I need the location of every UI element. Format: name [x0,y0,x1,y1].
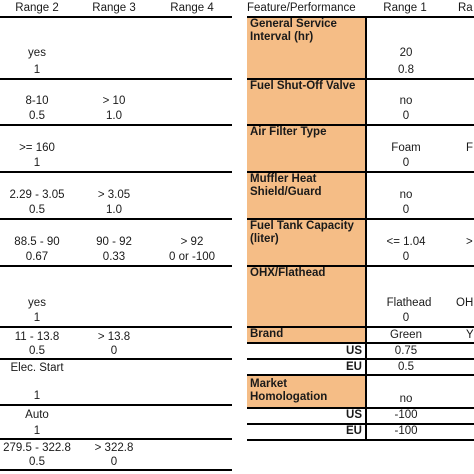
feature-label: Fuel Tank Capacity (liter) [250,220,354,245]
feature-cell-general-service-interval [247,16,365,78]
range1-value: Foam [391,142,421,154]
column-divider [365,16,367,326]
row-divider [247,374,474,376]
feature-label: Brand [250,328,284,340]
cell-r2-value: >= 160 [19,142,55,154]
row-divider [247,342,474,344]
cell-r3-score: 1.0 [106,110,122,122]
header-range-3: Range 3 [92,2,136,14]
cell-r4-score: 0 or -100 [168,251,216,263]
cell-r2-score: 0.5 [29,110,45,122]
cell-r3-value: > 10 [102,95,126,107]
cell-r4-value: > 92 [180,236,204,248]
range1-score: 0 [402,251,410,263]
feature-label: Fuel Shut-Off Valve [250,80,356,92]
cell-r2-score: 0.67 [25,251,49,263]
row-divider [247,265,474,267]
range1-score: 0 [402,110,410,122]
cell-r3-value: 90 - 92 [96,236,132,248]
cell-r2-score: 1 [33,64,41,76]
cell-r2-value: 279.5 - 322.8 [3,442,71,454]
feature-cell-muffler-heat-shield [247,171,365,218]
cell-r2-value: Auto [25,409,49,421]
cell-r2-score: 1 [33,312,41,324]
range1-score: 0 [402,312,410,324]
feature-cell-market-homologation [247,376,365,407]
homologation-region-eu: EU [346,425,362,437]
cell-r3-value: > 322.8 [94,442,134,454]
feature-label: General Service Interval (hr) [250,18,337,43]
range1-score-eu: 0.5 [398,361,414,373]
header-range-2-cut: Ra [458,2,473,14]
row-divider [247,326,474,328]
row-divider [247,358,474,360]
feature-label: OHX/Flathead [250,267,326,279]
feature-cell-air-filter-type [247,124,365,171]
range1-value: Green [390,329,422,341]
range1-value: Flathead [386,297,432,309]
cell-r2-score: 1 [33,390,41,402]
range2-cut-value: > [466,236,473,248]
range1-value: no [399,393,413,405]
cell-r2-score: 1 [33,425,41,437]
cell-r2-score: 0.5 [29,345,45,357]
row-divider [247,124,474,126]
range1-score-us: 0.75 [394,345,418,357]
brand-region-us: US [346,345,362,357]
feature-label: Muffler Heat Shield/Guard [250,173,322,198]
range1-score: 0 [402,204,410,216]
row-divider [247,16,474,18]
cell-r2-score: 0.5 [29,204,45,216]
cell-r3-score: 0 [110,345,118,357]
cell-r2-score: 0.5 [29,456,45,468]
cell-r2-value: yes [28,47,46,59]
cell-r2-value: 2.29 - 3.05 [9,189,65,201]
cell-r2-score: 1 [33,157,41,169]
feature-cell-brand [247,328,365,342]
range1-value: no [399,189,413,201]
feature-label: Market Homologation [250,378,328,403]
header-feature-performance: Feature/Performance [247,2,356,14]
range1-score: 0.8 [398,64,414,76]
cell-r2-value: yes [28,297,46,309]
cell-r3-score: 0.33 [102,251,126,263]
feature-cell-fuel-tank-capacity [247,218,365,265]
feature-label: Air Filter Type [250,126,327,138]
cell-r2-value: 8-10 [25,95,49,107]
cell-r3-score: 1.0 [106,204,122,216]
range2-cut-value: F [466,142,474,154]
header-range-4: Range 4 [170,2,214,14]
brand-region-eu: EU [346,361,362,373]
range1-value: no [399,95,413,107]
cell-r3-value: > 13.8 [97,331,131,343]
feature-cell-ohx-flathead [247,265,365,326]
cell-r2-value: Elec. Start [10,362,64,374]
feature-cell-fuel-shutoff-valve [247,78,365,124]
range1-score-eu: -100 [394,425,418,437]
row-divider [247,78,474,80]
cell-r2-value: 11 - 13.8 [14,331,60,343]
range1-value: 20 [399,47,413,59]
range2-cut-value: OH [456,297,474,309]
cell-r3-value: > 3.05 [97,189,131,201]
header-range-1: Range 1 [383,2,427,14]
range1-value: <= 1.04 [386,236,426,248]
range2-cut-value: Y [466,329,474,341]
homologation-region-us: US [346,409,362,421]
column-divider [365,326,367,440]
cell-r2-value: 88.5 - 90 [14,236,60,248]
cell-r3-score: 0 [110,456,118,468]
row-divider [247,218,474,220]
row-divider [247,439,474,441]
header-range-2: Range 2 [15,2,59,14]
range1-score: 0 [402,157,410,169]
row-divider [247,171,474,173]
range1-score-us: -100 [394,409,418,421]
